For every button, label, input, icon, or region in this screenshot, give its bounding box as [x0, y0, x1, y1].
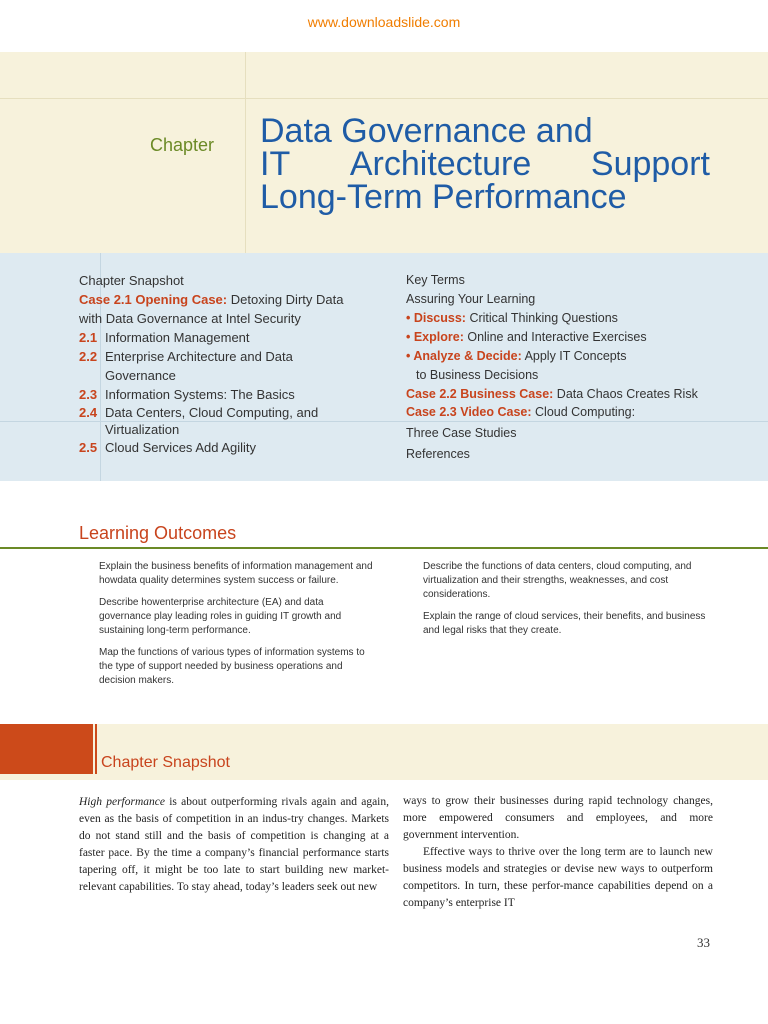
header-divider: [245, 52, 246, 253]
section-title: Enterprise Architecture and Data Governance: [105, 349, 293, 383]
title-line-3: Long-Term Performance: [260, 178, 627, 216]
key-terms: Key Terms: [406, 273, 465, 287]
chapter-snapshot-title: Chapter Snapshot: [101, 754, 230, 771]
chapter-title: [260, 112, 710, 216]
opening-case-text: Detoxing Dirty Data: [230, 292, 344, 307]
snapshot-contents: [79, 271, 369, 457]
section-number: 2.4: [79, 405, 98, 420]
body-paragraph: ways to grow their businesses during rapid technology changes, more empowered consumers and employees, and more government intervention.: [403, 795, 713, 841]
opening-case-text-2: with Data Governance at Intel Security: [79, 311, 301, 326]
snapshot-heading: Chapter Snapshot: [79, 273, 184, 288]
section-title: Information Management: [105, 330, 250, 345]
learning-outcomes-left: [99, 560, 374, 696]
title-word: Support: [590, 145, 710, 183]
body-column-left: [79, 794, 389, 896]
header-rule: [0, 98, 768, 99]
section-item: [79, 347, 369, 385]
section-title: Cloud Services Add Agility: [105, 440, 257, 455]
title-line-2: [260, 145, 710, 183]
section-number: 2.1: [79, 330, 98, 345]
title-word: IT: [260, 145, 291, 183]
discuss-item: • Discuss: Critical Thinking Questions: [406, 311, 618, 325]
opening-case: [79, 290, 369, 309]
analyze-item: • Analyze & Decide: Apply IT Concepts: [406, 349, 627, 363]
outcome-item: Describe the functions of data centers, cloud computing, and virtualization and their strengths, weaknesses, and cost considerations.: [423, 561, 692, 600]
section-item: [79, 385, 369, 404]
section-item: [79, 438, 369, 457]
section-number: 2.2: [79, 349, 98, 364]
case-2-3: Case 2.3 Video Case: Cloud Computing:: [406, 405, 636, 419]
outcome-item: Explain the business benefits of information management and howdata quality determines system success or failure.: [99, 561, 373, 586]
references: References: [406, 447, 470, 461]
body-paragraph: Effective ways to thrive over the long term are to launch new business models and strategies or devise new ways to outperform competitors. In turn, these perfor-mance capabilities depend on a company’s enterprise IT: [403, 846, 713, 909]
case-2-2: Case 2.2 Business Case: Data Chaos Creates Risk: [406, 387, 698, 401]
outcome-item: Map the functions of various types of information systems to the type of support needed by business operations and decision makers.: [99, 647, 365, 686]
learning-outcomes-title: Learning Outcomes: [79, 523, 237, 543]
section-item: [79, 404, 369, 438]
body-paragraph: High performance is about outperforming rivals again and again, even as the basis of competition in an indus-try changes. Markets do not stand still and the basis of competition is changing at a faster pace. By the time a company’s financial performance starts tapering off, it might be too late to start building new market-relevant capabilities. To stay ahead, today’s leaders seek out new: [79, 796, 389, 893]
case-2-3-cont: Three Case Studies: [406, 426, 517, 440]
explore-item: • Explore: Online and Interactive Exercises: [406, 330, 647, 344]
outcome-item: Explain the range of cloud services, their benefits, and business and legal risks that they create.: [423, 611, 706, 636]
section-item: [79, 328, 369, 347]
body-column-right: [403, 793, 713, 912]
learning-outcomes-right: [423, 560, 713, 646]
chapter-snapshot-accent-line: [95, 724, 97, 774]
chapter-snapshot-accent: [0, 724, 93, 774]
chapter-label: Chapter: [150, 135, 215, 155]
section-title: Information Systems: The Basics: [105, 387, 295, 402]
section-number: 2.5: [79, 440, 98, 455]
section-title: Data Centers, Cloud Computing, and Virtualization: [105, 405, 319, 437]
analyze-item-cont: to Business Decisions: [416, 368, 539, 382]
title-word: Architecture: [349, 145, 532, 183]
section-number: 2.3: [79, 387, 98, 402]
title-line-1: Data Governance and: [260, 112, 593, 150]
assuring-learning: Assuring Your Learning: [406, 292, 536, 306]
source-url[interactable]: www.downloadslide.com: [307, 14, 461, 30]
page-number: 33: [697, 935, 710, 950]
learning-outcomes-rule: [0, 547, 768, 549]
outcome-item: Describe howenterprise architecture (EA) and data governance play leading roles in guiding IT growth and sustaining long-term performance.: [99, 597, 342, 636]
snapshot-contents-right: [406, 271, 746, 464]
opening-case-label: Case 2.1 Opening Case:: [79, 292, 228, 307]
